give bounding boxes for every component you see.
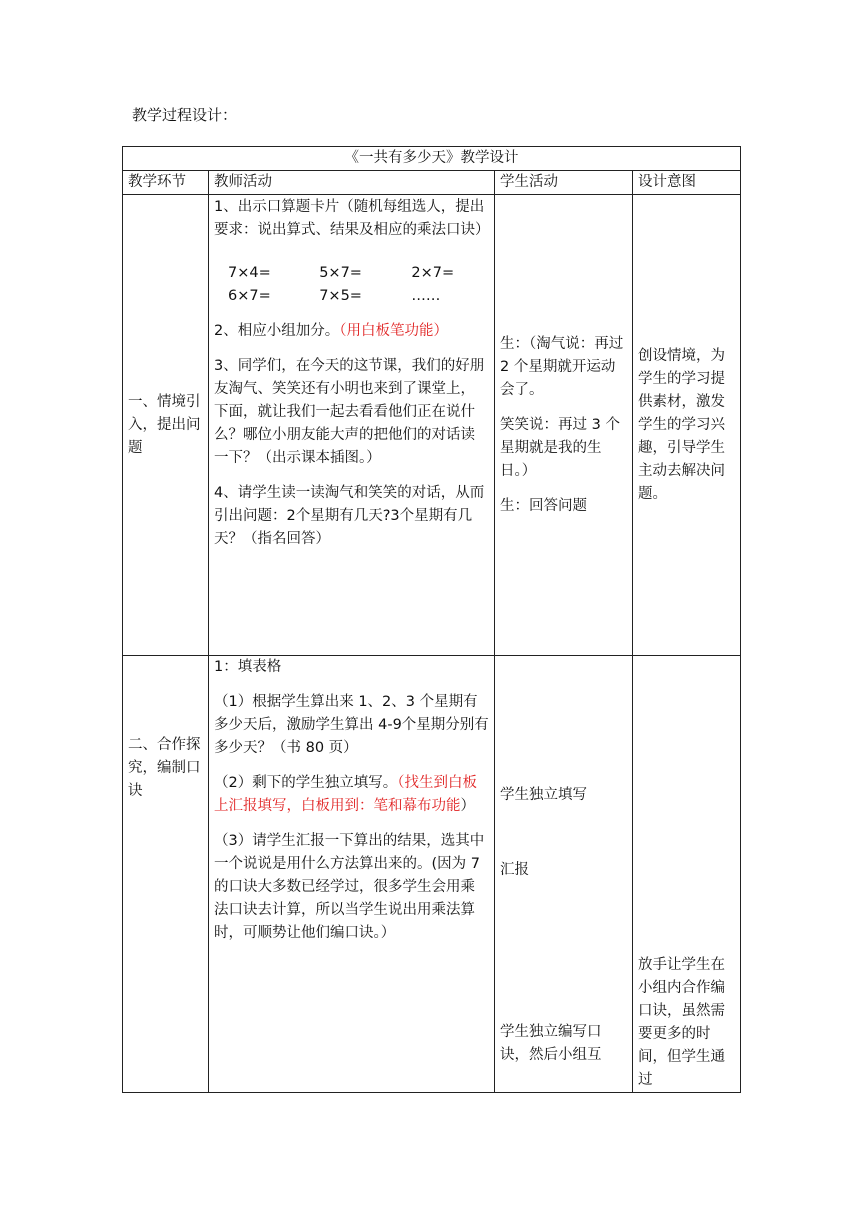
teacher-activity-cell	[209, 195, 495, 656]
page-heading: 教学过程设计：	[132, 106, 238, 124]
para-text: （2）剩下的学生独立填写。	[214, 775, 398, 791]
teacher-para	[214, 320, 489, 343]
table-title: 《一共有多少天》教学设计	[123, 147, 741, 171]
calc-item: ……	[411, 288, 441, 304]
student-activity-cell	[495, 656, 633, 1093]
teacher-para: 1、出示口算题卡片（随机每组选人，提出要求：说出算式、结果及相应的乘法口诀）	[214, 199, 490, 238]
intent-cell: 创设情境，为学生的学习提供素材，激发学生的学习兴趣，引导学生主动去解决问题。	[633, 195, 741, 656]
table-row	[123, 195, 741, 656]
para-text: ）	[460, 798, 475, 814]
calc-item: 7×4=	[228, 265, 271, 281]
student-para: 笑笑说：再过 3 个星期就是我的生日。）	[500, 416, 620, 479]
header-student: 学生活动	[495, 171, 633, 195]
intent-text: 放手让学生在小组内合作编口诀，虽然需要更多的时间，但学生通过	[638, 957, 725, 1088]
teacher-para: （1）根据学生算出来 1、2、3 个星期有多少天后，激励学生算出 4-9个星期分别有多少天？（书 80 页）	[214, 694, 489, 756]
teacher-para	[214, 772, 489, 818]
student-para: 学生独立填写	[500, 787, 587, 803]
calc-item: 7×5=	[319, 288, 362, 304]
calc-row	[214, 285, 489, 308]
calc-item: 5×7=	[319, 265, 362, 281]
header-intent: 设计意图	[633, 171, 741, 195]
teacher-para: 1：填表格	[214, 659, 282, 675]
intent-cell	[633, 656, 741, 1093]
header-row	[123, 171, 741, 195]
stage-cell: 一、情境引入，提出问题	[123, 195, 209, 656]
stage-cell	[123, 656, 209, 1093]
calc-row	[214, 262, 489, 285]
header-teacher: 教师活动	[209, 171, 495, 195]
teacher-para: （3）请学生汇报一下算出的结果，选其中一个说说是用什么方法算出来的。(因为 7 的口诀大多数已经学过，很多学生会用乘法口诀去计算，所以当学生说出用乘法算时，可顺势让他们编口诀。）	[214, 833, 485, 941]
para-text: 2、相应小组加分。	[214, 323, 340, 339]
whiteboard-note: （用白板笔功能）	[339, 323, 448, 339]
student-activity-cell	[495, 195, 633, 656]
student-para: 生：（淘气说：再过 2 个星期就开运动会了。	[500, 335, 624, 398]
teacher-para: 3、同学们，在今天的这节课，我们的好朋友淘气、笑笑还有小明也来到了课堂上，下面，就让我们一起去看看他们正在说什么？哪位小朋友能大声的把他们的对话读一下？（出示课本插图。）	[214, 358, 485, 466]
calc-item: 6×7=	[228, 288, 271, 304]
whiteboard-note: （找生到白板上汇报填写，白板用到：笔和幕布功能	[214, 775, 477, 814]
table-row	[123, 656, 741, 1093]
stage-text: 二、合作探究，编制口诀	[128, 737, 201, 799]
calc-item: 2×7=	[411, 265, 455, 281]
lesson-plan-table	[122, 146, 741, 1093]
teacher-para: 4、请学生读一读淘气和笑笑的对话，从而引出问题：2个星期有几天?3个星期有几天？（指名回答）	[214, 485, 485, 547]
student-para: 生：回答问题	[500, 497, 587, 514]
student-para: 汇报	[500, 862, 529, 878]
header-stage: 教学环节	[123, 171, 209, 195]
teacher-activity-cell	[209, 656, 495, 1093]
student-para: 学生独立编写口诀，然后小组互	[500, 1024, 602, 1063]
